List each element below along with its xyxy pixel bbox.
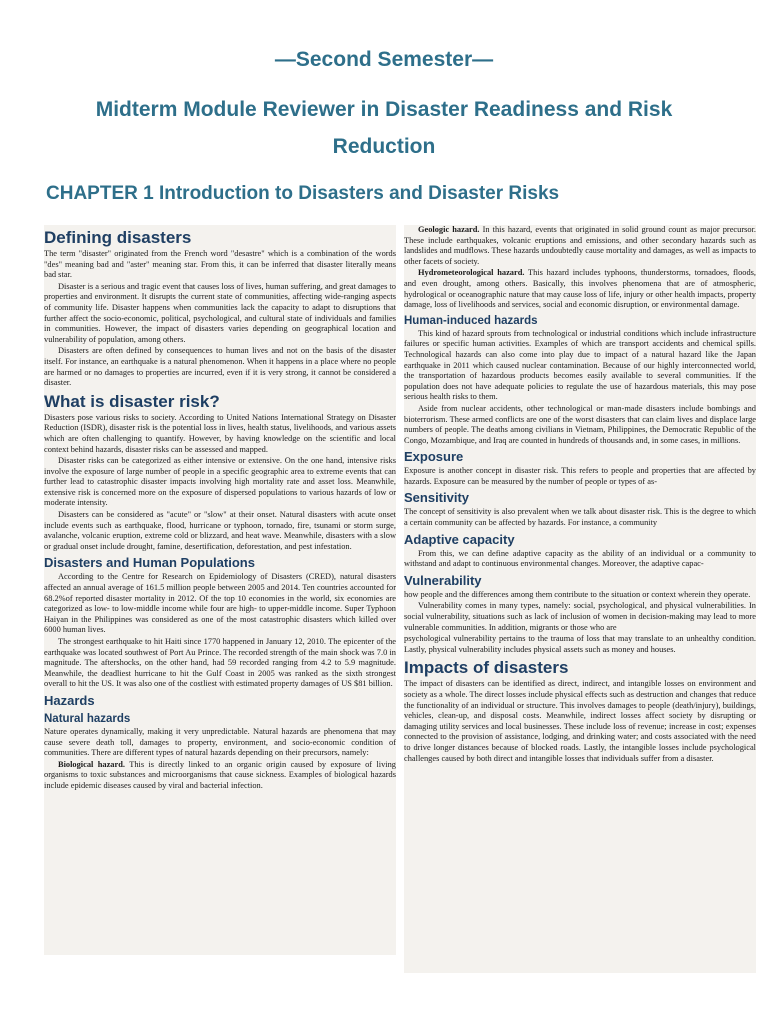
adaptive-capacity-paragraph: From this, we can define adaptive capacity as the ability of an individual or a community to withstand and adapt to continuous environmental changes. Moreover, the adaptive capac- [404,548,756,569]
geologic-hazard-text: In this hazard, events that originated in solid ground count as major precursor. These include earthquakes, volcanic eruptions and emissions, and other secondary hazards such as landslides and mudflows. These hazards undoubtedly cause mortality and damages, as well as impacts to other facets of society. [404,225,756,266]
vulnerability-paragraph-2: Vulnerability comes in many types, namely: social, psychological, and physical vulnerabilities. In social vulnerability, situations such as lack of inclusion of women in decision-making may lead to more vulnerable communities. In addition, migrants or those who are [404,601,756,632]
natural-hazards-heading: Natural hazards [44,712,131,725]
disaster-risk-heading: What is disaster risk? [44,391,220,411]
sensitivity-heading: Sensitivity [404,490,470,506]
scanned-page-left-column [44,225,396,955]
biological-hazard-label: Biological hazard. [58,759,125,769]
risk-paragraph-1: Disasters pose various risks to society. According to United Nations International Strategy on Disaster Reduction (ISDR), disaster risk is the potential loss in lives, health status, livelihoods, and various assets which are often challenging to quantify. However, by having knowledge on the scientific and local context behind hazards, disaster risks can be assessed and mapped. [44,412,396,454]
vulnerability-heading: Vulnerability [404,572,482,588]
impacts-of-disasters-heading: Impacts of disasters [404,658,569,678]
biological-hazard-paragraph [44,760,396,792]
natural-hazards-paragraph: Nature operates dynamically, making it very unpredictable. Natural hazards are phenomena that may cause severe death toll, damages to property, environment, and socio-economic condition of communities. There are different types of natural hazards depending on their precursors, namely: [44,726,396,758]
impacts-paragraph: The impact of disasters can be identified as direct, indirect, and intangible losses on environment and society as a whole. The direct losses include physical effects such as destruction and changes that reduce the functionality of an individual or structure. This involves damages to people (death/injury), buildings, vehicles, clean-up, and disposal costs. Meanwhile, indirect losses affect society by disrupting or damaging utility services and local businesses. These include loss of revenue; increase in cost; expenses connected to the provision of assistance, lodging, and drinking water; and costs associated with the need to drive longer distances because of blocked roads. Lastly, the intangible losses include psychological challenges caused by both direct and intangible losses that individuals suffer from a disaster. [404,679,756,763]
defining-disasters-heading: Defining disasters [44,228,192,247]
document-title-line-1: Midterm Module Reviewer in Disaster Readiness and Risk [95,98,673,121]
exposure-paragraph: Exposure is another concept in disaster risk. This refers to people and properties that are affected by hazards. Exposure can be measured by the number of people or types of as- [404,466,756,486]
chapter-heading: CHAPTER 1 Introduction to Disasters and Disaster Risks [46,183,560,204]
geologic-hazard-label: Geologic hazard. [418,225,480,234]
hydrometeorological-hazard-label: Hydrometeorological hazard. [418,268,525,278]
semester-heading: —Second Semester— [274,48,494,71]
sensitivity-paragraph: The concept of sensitivity is also prevalent when we talk about disaster risk. This is the degree to which a certain community can be affected by hazards. For instance, a community [404,507,756,528]
defining-paragraph-2: Disaster is a serious and tragic event that causes loss of lives, human suffering, and great damages to properties and environment. It disrupts the current state of communities, affecting wide-ranging aspects of community life. Disaster happens when communities lack the capacity to adapt to disruptions that further affect the socio-economic, political, psychological, and cultural state of individuals and families in communities. However, the impact of disasters varies depending on geographical location and vulnerability of population, among others. [44,281,396,344]
biological-hazard-text: This is directly linked to an organic origin caused by exposure of living organisms to toxic substances and microorganisms that cause sickness. Examples of biological hazards include epidemic diseases caused by viral and bacterial infection. [44,759,396,790]
scanned-page-right-column [404,225,756,973]
defining-paragraph-3: Disasters are often defined by consequences to human lives and not on the basis of the disaster itself. For instance, an earthquake is a natural phenomenon. When it happens in a place where no people are harmed or no damages to properties are incurred, even if it is very strong, it cannot be considered a disaster. [44,346,396,388]
geologic-hazard-paragraph [404,225,756,267]
adaptive-capacity-heading: Adaptive capacity [404,531,515,547]
populations-paragraph-2: The strongest earthquake to hit Haiti since 1770 happened in January 12, 2010. The epicenter of the earthquake was located southwest of Port Au Prince. The recorded strength of the main shock was 7.0 in magnitude. The aftershocks, on the other hand, had 59 recorded ranging from 4.2 to 5.9 magnitude. Meanwhile, the deadliest hurricane to hit the Gulf Coast in 2005 was ranked as the sixth strongest overall to hit the US. It was also one of the costliest with estimated property damages of US $81 billion. [44,637,396,689]
defining-paragraph-1: The term "disaster" originated from the French word "desastre" which is a combination of the words "des" meaning bad and "aster" meaning star. From this, it can be inferred that disaster literally means bad star. [44,249,396,280]
vulnerability-paragraph-3: psychological vulnerability pertains to the trauma of loss that may translate to an unhealthy condition. Lastly, physical vulnerability includes physical assets such as money and houses. [404,634,756,654]
risk-paragraph-3: Disasters can be considered as "acute" or "slow" at their onset. Natural disasters with acute onset include events such as earthquake, flood, hurricane or typhoon, tornado, fire, tsunami or storm surge, avalanche, volcanic eruption, extreme cold or blizzard, and heat wave. Meanwhile, disasters with a slow or gradual onset include drought, famine, desertification, deforestation, and pest infestation. [44,510,396,551]
human-induced-paragraph-1: This kind of hazard sprouts from technological or industrial conditions which include infrastructure failures or specific human activities. Examples of which are transport accidents and chemical spills. Technological hazards can also come into play due to impact of a natural hazard like the Japan earthquake in 2011 which caused nuclear contamination. Because of our highly interconnected world, the transportation of hazardous products becomes easily available to several communities. If the population does not have adequate policies to regulate the use of hazardous materials, this may pose serious health risks to them. [404,328,756,402]
exposure-heading: Exposure [404,449,464,465]
risk-paragraph-2: Disaster risks can be categorized as either intensive or extensive. On the one hand, intensive risks involve the exposure of large number of people in a specific geographic area to extreme events that can further lead to catastrophic disaster impacts involving high mortality rate and asset loss. Meanwhile, extensive risk is concerned more on the exposure of dispersed populations to various hazards of low or moderate intensity. [44,456,396,508]
vulnerability-paragraph-1: how people and the differences among them contribute to the situation or context wherein they operate. [404,589,751,599]
human-induced-hazards-heading: Human-induced hazards [404,314,538,327]
document-title-line-2: Reduction [332,135,436,158]
human-populations-heading: Disasters and Human Populations [44,555,255,571]
hydrometeorological-hazard-text: This hazard includes typhoons, thunderstorms, tornadoes, floods, and even drought, among others. Basically, this involves phenomena that are of atmospheric, hydrological or oceanographic nature that may cause loss of life, injury or other health impacts, property damage, loss of livelihoods and services, social and economic disruption, or environmental damage. [404,268,756,310]
populations-paragraph-1: According to the Centre for Research on Epidemiology of Disasters (CRED), natural disasters affected an annual average of 161.5 million people between 2005 and 2014. Ten countries accounted for 68.2%of reported disaster mortality in 2012. Of the top 10 economies in the world, six economies are categorized as low- to low-middle income while four are high- to upper-middle income. Super Typhoon Haiyan in the Philippines was considered as one of the most catastrophic disasters which killed over 6000 human lives. [44,572,396,635]
hydrometeorological-hazard-paragraph [404,268,756,310]
human-induced-paragraph-2: Aside from nuclear accidents, other technological or man-made disasters include bombings and bioterrorism. These armed conflicts are one of the worst disasters that can claim lives and displace large numbers of people. The deaths among civilians in Vietnam, Philippines, the Democratic Republic of the Congo, Mozambique, and Iraq are counted in hundreds of thousands and, in some cases, in millions. [404,403,756,445]
hazards-heading: Hazards [44,692,95,708]
